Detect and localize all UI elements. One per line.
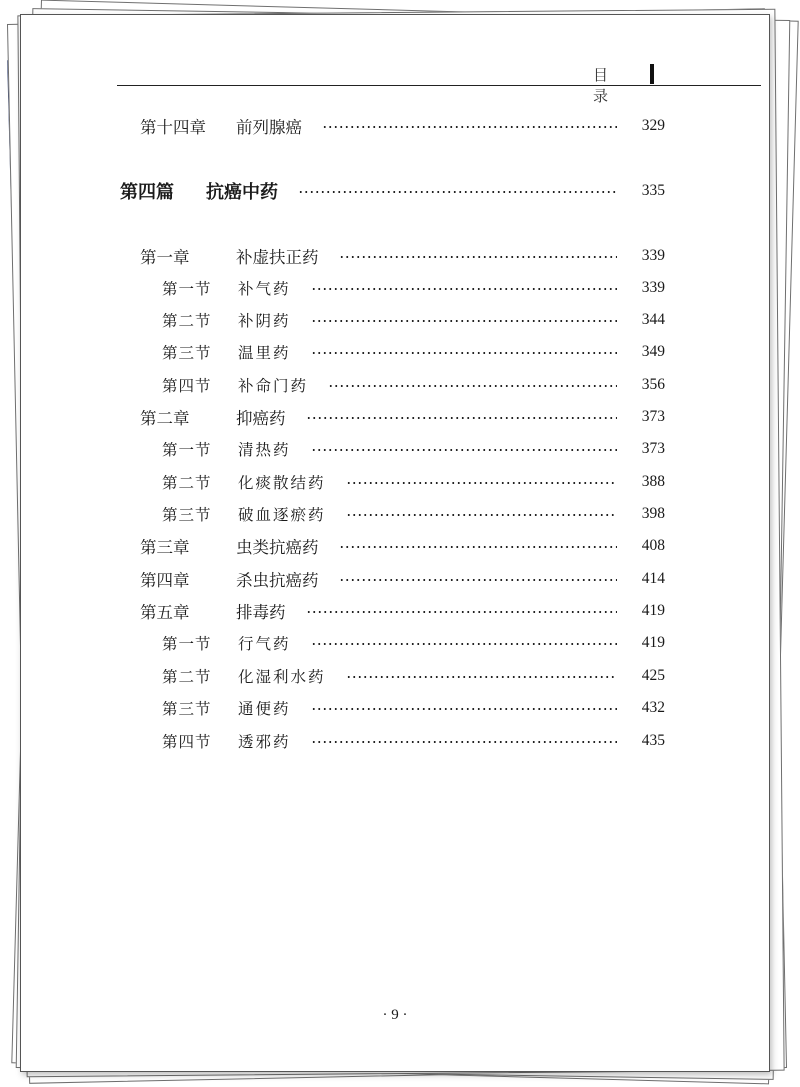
toc-entry-title: 补气药 xyxy=(238,280,291,298)
toc-entry-title: 行气药 xyxy=(238,635,291,653)
dot-leader xyxy=(298,191,617,193)
toc-entry-page-number: 356 xyxy=(641,376,665,393)
dot-leader xyxy=(346,482,617,484)
toc-entry-section[interactable] xyxy=(21,469,769,495)
toc-entry-title: 温里药 xyxy=(238,344,291,362)
toc-entry-section[interactable] xyxy=(21,275,769,301)
toc-entry-page-number: 408 xyxy=(641,537,665,554)
toc-entry-section[interactable] xyxy=(21,728,769,754)
dot-leader xyxy=(311,741,617,743)
toc-entry-title: 前列腺癌 xyxy=(236,118,302,137)
toc-entry-title: 通便药 xyxy=(238,700,291,718)
toc-entry-page-number: 329 xyxy=(641,117,665,134)
toc-entry-section[interactable] xyxy=(21,663,769,689)
toc-entry-title: 补命门药 xyxy=(238,377,309,395)
toc-entry-label: 第三节 xyxy=(162,344,212,362)
toc-entry-page-number: 344 xyxy=(641,311,665,328)
toc-entry-page-number: 419 xyxy=(641,602,665,619)
dot-leader xyxy=(339,256,618,258)
toc-entry-section[interactable] xyxy=(21,436,769,462)
toc-entry-page-number: 335 xyxy=(641,182,665,199)
running-header-title: 目 录 xyxy=(593,66,623,105)
page-number: · 9 · xyxy=(382,1007,408,1023)
toc-entry-page-number: 388 xyxy=(641,473,665,490)
dot-leader xyxy=(306,417,618,419)
toc-entry-section[interactable] xyxy=(21,372,769,398)
toc-entry-page-number: 339 xyxy=(641,279,665,296)
toc-entry-chapter[interactable] xyxy=(21,533,769,559)
dot-leader xyxy=(311,352,617,354)
toc-entry-section[interactable] xyxy=(21,501,769,527)
toc-entry-title: 补虚扶正药 xyxy=(236,248,319,267)
toc-entry-page-number: 373 xyxy=(641,408,665,425)
toc-entry-page-number: 425 xyxy=(641,667,665,684)
toc-entry-label: 第二节 xyxy=(162,474,212,492)
dot-leader xyxy=(311,449,617,451)
toc-entry-part[interactable] xyxy=(21,178,769,204)
toc-entry-label: 第一节 xyxy=(162,441,212,459)
toc-entry-label: 第四章 xyxy=(140,571,190,590)
toc-entry-chapter[interactable] xyxy=(21,404,769,430)
header-rule xyxy=(117,85,761,86)
toc-entry-section[interactable] xyxy=(21,339,769,365)
toc-entry-page-number: 398 xyxy=(641,505,665,522)
dot-leader xyxy=(339,579,618,581)
toc-entry-title: 抗癌中药 xyxy=(206,182,278,203)
toc-entry-chapter[interactable] xyxy=(21,113,769,139)
toc-entry-page-number: 419 xyxy=(641,634,665,651)
document-page xyxy=(20,14,770,1072)
toc-entry-label: 第四节 xyxy=(162,377,212,395)
dot-leader xyxy=(346,676,617,678)
toc-entry-chapter[interactable] xyxy=(21,598,769,624)
toc-entry-label: 第三节 xyxy=(162,506,212,524)
toc-entry-page-number: 432 xyxy=(641,699,665,716)
header-bar-mark xyxy=(650,64,654,84)
toc-entry-page-number: 349 xyxy=(641,343,665,360)
toc-entry-page-number: 339 xyxy=(641,247,665,264)
toc-entry-label: 第一节 xyxy=(162,280,212,298)
toc-entry-label: 第一节 xyxy=(162,635,212,653)
toc-entry-label: 第五章 xyxy=(140,603,190,622)
toc-entry-title: 虫类抗癌药 xyxy=(236,538,319,557)
dot-leader xyxy=(311,288,617,290)
toc-entry-page-number: 373 xyxy=(641,440,665,457)
dot-leader xyxy=(328,385,617,387)
toc-entry-title: 抑癌药 xyxy=(236,409,286,428)
toc-entry-title: 透邪药 xyxy=(238,733,291,751)
toc-entry-title: 化湿利水药 xyxy=(238,668,326,686)
dot-leader xyxy=(306,611,618,613)
toc-entry-title: 补阴药 xyxy=(238,312,291,330)
toc-entry-label: 第二节 xyxy=(162,312,212,330)
toc-entry-label: 第四节 xyxy=(162,733,212,751)
dot-leader xyxy=(322,126,617,128)
toc-entry-title: 排毒药 xyxy=(236,603,286,622)
toc-entry-label: 第四篇 xyxy=(120,182,174,203)
dot-leader xyxy=(311,320,617,322)
toc-entry-label: 第二章 xyxy=(140,409,190,428)
toc-entry-label: 第三节 xyxy=(162,700,212,718)
toc-entry-page-number: 435 xyxy=(641,732,665,749)
toc-entry-section[interactable] xyxy=(21,307,769,333)
dot-leader xyxy=(346,514,617,516)
toc-entry-chapter[interactable] xyxy=(21,566,769,592)
toc-entry-label: 第一章 xyxy=(140,248,190,267)
toc-entry-label: 第十四章 xyxy=(140,118,206,137)
dot-leader xyxy=(311,643,617,645)
toc-entry-title: 破血逐瘀药 xyxy=(238,506,326,524)
toc-entry-section[interactable] xyxy=(21,695,769,721)
dot-leader xyxy=(339,546,618,548)
toc-entry-title: 化痰散结药 xyxy=(238,474,326,492)
toc-entry-page-number: 414 xyxy=(641,570,665,587)
dot-leader xyxy=(311,708,617,710)
toc-entry-section[interactable] xyxy=(21,630,769,656)
toc-entry-title: 清热药 xyxy=(238,441,291,459)
toc-entry-label: 第三章 xyxy=(140,538,190,557)
toc-entry-title: 杀虫抗癌药 xyxy=(236,571,319,590)
toc-entry-chapter[interactable] xyxy=(21,243,769,269)
toc-entry-label: 第二节 xyxy=(162,668,212,686)
